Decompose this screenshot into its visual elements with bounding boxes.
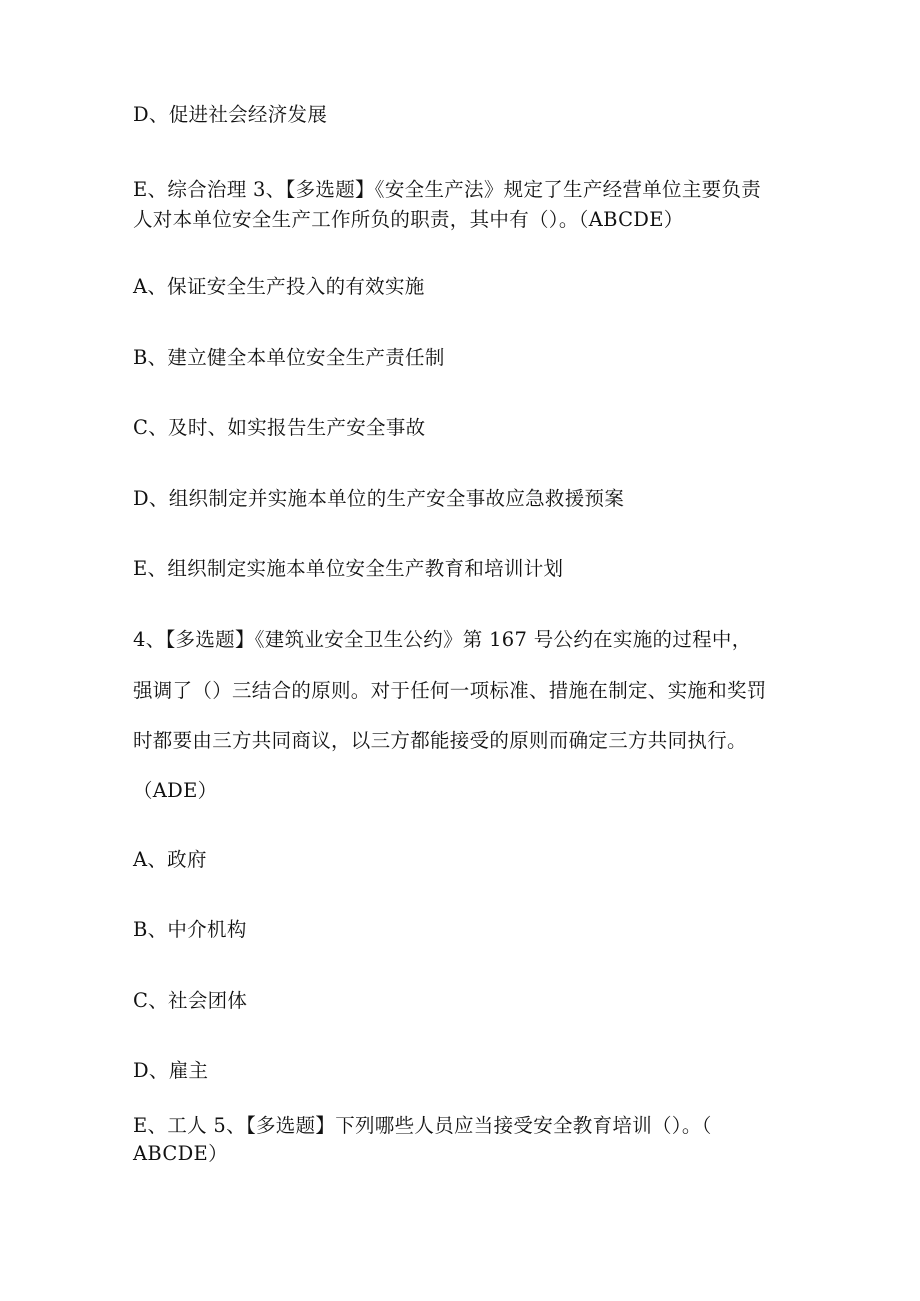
option-d-q3: D、组织制定并实施本单位的生产安全事故应急救援预案 bbox=[133, 487, 625, 510]
option-e-q3: E、组织制定实施本单位安全生产教育和培训计划 bbox=[133, 557, 564, 580]
question-4-answer: （ADE） bbox=[133, 779, 218, 802]
option-b-q4: B、中介机构 bbox=[133, 918, 247, 941]
option-b-q3: B、建立健全本单位安全生产责任制 bbox=[133, 346, 445, 369]
option-d-q2: D、促进社会经济发展 bbox=[133, 103, 328, 126]
option-c-q3: C、及时、如实报告生产安全事故 bbox=[133, 416, 426, 439]
question-3-line-2: 人对本单位安全生产工作所负的职责，其中有（）。（ABCDE） bbox=[133, 208, 684, 231]
option-a-q3: A、保证安全生产投入的有效实施 bbox=[133, 275, 425, 298]
question-4-line-2: 强调了（）三结合的原则。对于任何一项标准、措施在制定、实施和奖罚 bbox=[133, 679, 767, 702]
option-e-q4-question-5-line-1: E、工人 5、【多选题】下列哪些人员应当接受安全教育培训（）。（ bbox=[133, 1114, 712, 1137]
option-d-q4: D、雇主 bbox=[133, 1059, 209, 1082]
question-4-line-3: 时都要由三方共同商议，以三方都能接受的原则而确定三方共同执行。 bbox=[133, 729, 747, 752]
option-c-q4: C、社会团体 bbox=[133, 989, 248, 1012]
question-5-answer: ABCDE） bbox=[133, 1142, 228, 1165]
option-a-q4: A、政府 bbox=[133, 848, 207, 871]
option-e-q2-question-3-line-1: E、综合治理 3、【多选题】《安全生产法》规定了生产经营单位主要负责 bbox=[133, 178, 762, 201]
question-4-line-1: 4、【多选题】《建筑业安全卫生公约》第 167 号公约在实施的过程中， bbox=[133, 628, 752, 651]
